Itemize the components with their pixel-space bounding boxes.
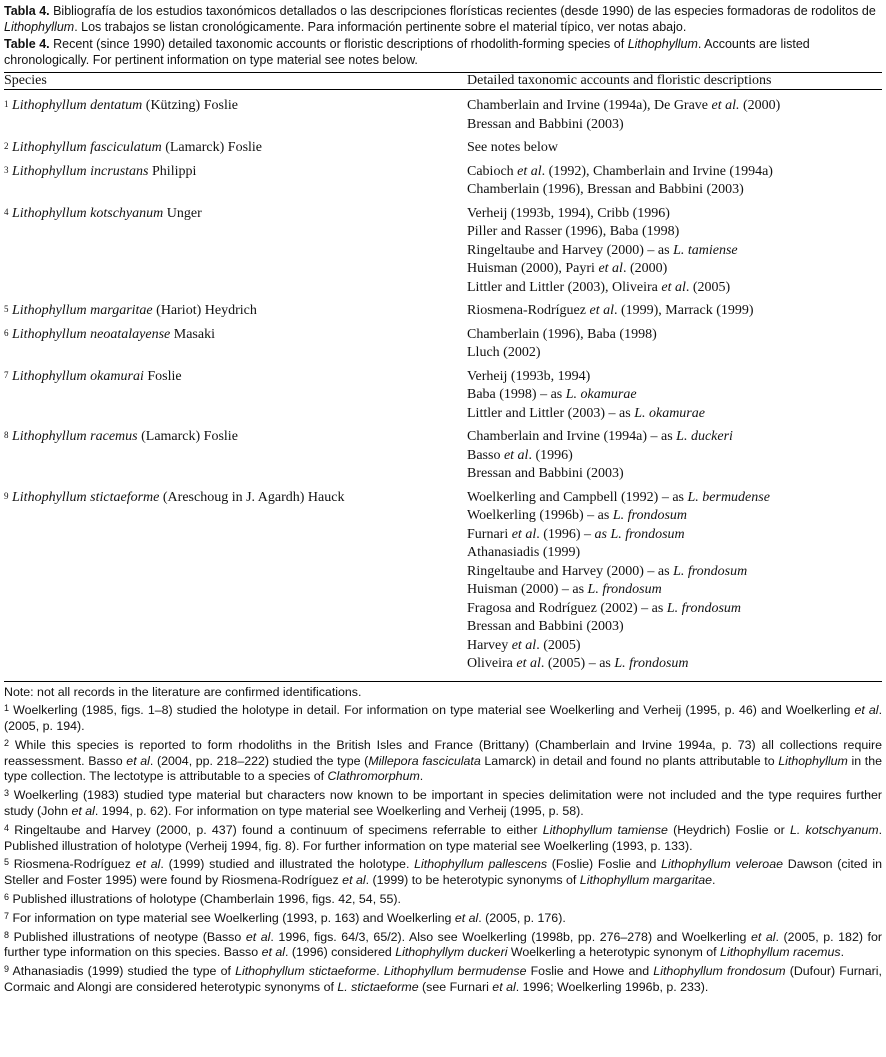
account-text: Chamberlain and Irvine (1994a) – as: [467, 429, 677, 444]
account-line: [467, 563, 882, 582]
account-italic: et al: [589, 303, 614, 318]
footnote-italic: et al: [342, 873, 366, 888]
footnote-text: Published illustrations of holotype (Chamberlain 1996, figs. 42, 54, 55).: [9, 892, 401, 907]
footnote-text: Foslie and Howe and: [526, 964, 654, 979]
species-note-number: 7: [4, 369, 9, 380]
footnote-text: . (2005, p. 182) for further type information on this species. Basso: [4, 929, 882, 960]
account-italic: et al: [661, 279, 686, 295]
species-cell: [4, 484, 467, 674]
account-italic: L. duckeri: [676, 429, 733, 444]
footnote-text: For information on type material see Woelkerling (1993, p. 163) and Woelkerling: [9, 910, 455, 925]
footnote-italic: Lithophyllum frondosum: [653, 964, 786, 979]
footnote-italic: L. stictaeforme: [337, 980, 419, 995]
account-line: [467, 465, 882, 484]
caption-en-genus: Lithophyllum: [627, 37, 698, 51]
footnote: [4, 703, 882, 735]
species-authority: Unger: [163, 205, 202, 221]
footnote-italic: et al: [492, 980, 516, 995]
species-note-number: 6: [4, 327, 9, 338]
account-line: [467, 507, 882, 526]
footnote-number: 3: [4, 788, 10, 799]
account-italic: L. frondosum: [612, 508, 688, 523]
accounts-cell: [467, 297, 882, 321]
footnote-italic: Lithophyllum racemus: [720, 945, 841, 960]
footnote-italic: et al: [71, 804, 95, 819]
header-accounts: Detailed taxonomic accounts and floristic descriptions: [467, 73, 882, 90]
account-text: Lluch (2002): [467, 345, 541, 360]
footnote-italic: Lithophyllum margaritae: [579, 873, 713, 888]
footnote-text: Woelkerling (1985, figs. 1–8) studied the holotype in detail. For information on type material see Woelkerling and Verheij (1995, p. 46) and Woelkerling: [9, 703, 855, 718]
species-cell: [4, 423, 467, 484]
accounts-cell: [467, 363, 882, 424]
species-cell: [4, 158, 467, 200]
table-row: [4, 200, 882, 298]
footnote-text: (Foslie) Foslie and: [547, 857, 662, 872]
footnote-italic: Lithophyllum veleroae: [661, 857, 783, 872]
footnote-number: 7: [4, 910, 10, 921]
account-line: [467, 326, 882, 345]
footnote-italic: et al: [245, 929, 271, 944]
account-italic: L. frondosum: [587, 582, 662, 597]
species-name: Lithophyllum neoatalayense: [12, 326, 171, 342]
account-line: [467, 544, 882, 563]
account-text: Ringeltaube and Harvey (2000) – as: [467, 563, 674, 579]
account-text: . (1996): [528, 447, 573, 463]
footnote-text: .: [419, 769, 424, 784]
caption-es-text-1: Bibliografía de los estudios taxonómicos detallados o las descripciones florísticas recientes (desde 1990) de las especies formadoras de rodolitos de: [49, 4, 876, 18]
footnote-italic: et al: [454, 910, 479, 925]
account-text: (2000): [739, 98, 781, 113]
species-authority: (Lamarck) Foslie: [161, 140, 263, 155]
species-authority: Philippi: [148, 163, 197, 179]
account-line: [467, 205, 882, 224]
account-line: [467, 386, 882, 405]
notes-intro: Note: not all records in the literature are confirmed identifications.: [4, 684, 362, 699]
caption-spanish: [4, 3, 882, 35]
footnote-number: 6: [4, 892, 10, 903]
account-text: Baba (1998) – as: [467, 387, 566, 402]
account-line: [467, 116, 882, 135]
account-line: [467, 489, 882, 508]
header-species: Species: [4, 73, 467, 90]
account-text: Chamberlain (1996), Baba (1998): [467, 326, 657, 342]
footnote-italic: Lithophyllum bermudense: [383, 964, 527, 979]
account-italic: L. bermudense: [687, 489, 770, 505]
account-line: [467, 526, 882, 545]
footnote-number: 4: [4, 822, 10, 833]
caption-es-label: Tabla 4.: [4, 4, 50, 18]
species-authority: Masaki: [170, 326, 215, 342]
account-line: [467, 223, 882, 242]
caption-en-text-1: Recent (since 1990) detailed taxonomic accounts or floristic descriptions of rhodolith-forming species of: [49, 37, 628, 51]
footnote-text: . 1996, figs. 64/3, 65/2). Also see Woelkerling (1998b, pp. 276–278) and Woelkerling: [270, 929, 751, 944]
account-text: Cabioch: [467, 163, 518, 179]
account-line: [467, 279, 882, 298]
footnote-text: in the type collection. The lectotype is attributable to a species of: [4, 753, 882, 784]
footnote-italic: Clathromorphum: [327, 769, 420, 784]
account-italic: L. frondosum: [673, 563, 748, 579]
account-text: . (2005): [536, 637, 581, 653]
account-italic: et al.: [711, 98, 740, 113]
footnote-text: . (2005, p. 176).: [478, 910, 566, 925]
footnote-text: . (1999) to be heterotypic synonyms of: [365, 873, 580, 888]
footnote-text: Dawson (cited in Steller and Foster 1995) were found by Riosmena-Rodríguez: [4, 857, 882, 888]
footnote-text: Ringeltaube and Harvey (2000, p. 437) found a continuum of specimens referrable to either: [9, 822, 543, 837]
species-name: Lithophyllum okamurai: [12, 368, 144, 384]
account-text: . (1996): [536, 526, 585, 542]
table-notes: [4, 681, 882, 996]
account-line: [467, 163, 882, 182]
account-text: Athanasiadis (1999): [467, 545, 581, 560]
account-text: Huisman (2000) – as: [467, 582, 588, 597]
account-text: Chamberlain (1996), Bressan and Babbini (2003): [467, 182, 744, 197]
species-authority: Foslie: [143, 368, 182, 384]
accounts-cell: [467, 158, 882, 200]
footnote-italic: et al: [750, 929, 776, 944]
footnote-text: . 1994, p. 62). For information on type material see Woelkerling and Verheij (1995, p. 58).: [94, 804, 584, 819]
account-italic: – as L. frondosum: [584, 526, 685, 542]
footnote-text: Athanasiadis (1999) studied the type of: [9, 964, 236, 979]
account-line: [467, 581, 882, 600]
account-text: See notes below: [467, 140, 558, 155]
species-authority: (Areschoug in J. Agardh) Hauck: [159, 489, 345, 505]
species-cell: [4, 363, 467, 424]
account-text: Chamberlain and Irvine (1994a), De Grave: [467, 98, 712, 113]
account-line: [467, 242, 882, 261]
account-text: Woelkerling and Campbell (1992) – as: [467, 489, 688, 505]
footnote-text: . (2005, p. 194).: [4, 703, 883, 734]
account-line: [467, 344, 882, 363]
footnote: [4, 823, 882, 855]
footnote-italic: Lithophyllum stictaeforme: [235, 964, 377, 979]
footnote: [4, 964, 882, 996]
footnote-text: Woelkerling a heterotypic synonym of: [507, 945, 721, 960]
accounts-cell: [467, 423, 882, 484]
footnote-italic: et al: [135, 857, 161, 872]
footnote: [4, 738, 882, 785]
species-name: Lithophyllum stictaeforme: [12, 489, 160, 505]
account-text: Verheij (1993b, 1994), Cribb (1996): [467, 205, 670, 221]
footnote: [4, 857, 882, 889]
account-text: Bressan and Babbini (2003): [467, 619, 624, 634]
footnote-text: .: [712, 873, 716, 888]
species-name: Lithophyllum kotschyanum: [12, 205, 164, 221]
account-text: . (1992), Chamberlain and Irvine (1994a): [541, 163, 773, 179]
footnote-italic: et al: [261, 945, 285, 960]
species-name: Lithophyllum margaritae: [12, 303, 153, 318]
account-italic: L. frondosum: [614, 656, 689, 671]
footnote-number: 8: [4, 929, 10, 940]
account-italic: et al: [503, 447, 529, 463]
species-name: Lithophyllum dentatum: [12, 98, 143, 113]
footnote-number: 9: [4, 964, 10, 975]
footnote-text: . (2004, pp. 218–222) studied the type (: [149, 753, 369, 768]
account-text: . (2005) – as: [540, 656, 615, 671]
account-text: Bressan and Babbini (2003): [467, 466, 624, 481]
caption-es-genus: Lithophyllum: [4, 20, 75, 34]
footnote: [4, 892, 882, 908]
footnote-text: (Heydrich) Foslie or: [667, 822, 790, 837]
species-name: Lithophyllum fasciculatum: [12, 140, 162, 155]
footnote-text: .: [376, 964, 384, 979]
account-text: Littler and Littler (2003) – as: [467, 405, 635, 421]
caption-es-text-2: . Los trabajos se listan cronológicamente. Para información pertinente sobre el material típico, ver notas abajo.: [74, 20, 687, 34]
species-cell: [4, 90, 467, 135]
footnote-text: Published illustrations of neotype (Basso: [9, 929, 246, 944]
account-italic: et al: [598, 261, 623, 276]
account-text: Huisman (2000), Payri: [467, 261, 599, 276]
footnote-italic: et al: [126, 753, 150, 768]
account-line: [467, 139, 882, 158]
species-authority: (Hariot) Heydrich: [152, 303, 257, 318]
account-text: Littler and Littler (2003), Oliveira: [467, 279, 662, 295]
species-note-number: 8: [4, 430, 9, 440]
account-text: Harvey: [467, 637, 512, 653]
species-authority: (Lamarck) Foslie: [137, 429, 238, 444]
table-row: [4, 363, 882, 424]
species-note-number: 9: [4, 490, 9, 501]
accounts-cell: [467, 484, 882, 674]
footnote-text: . Published illustration of holotype (Verheij 1994, fig. 8). For further information on type material see Woelkerling (1993, p. 133).: [4, 822, 883, 853]
species-authority: (Kützing) Foslie: [142, 98, 238, 113]
account-text: Fragosa and Rodríguez (2002) – as: [467, 600, 667, 616]
species-note-number: 5: [4, 304, 9, 314]
account-line: [467, 655, 882, 674]
account-line: [467, 302, 882, 321]
table-header-row: [4, 73, 882, 90]
table-body: [4, 90, 882, 674]
caption-en-label: Table 4.: [4, 37, 50, 51]
footnote-text: Woelkerling (1983) studied type material but characters now known to be important in species delimitation were not included and the type requires further study (John: [4, 788, 882, 819]
footnote-number: 1: [4, 703, 10, 714]
account-italic: L. frondosum: [666, 600, 742, 616]
species-cell: [4, 297, 467, 321]
account-line: [467, 447, 882, 466]
table-row: [4, 484, 882, 674]
account-italic: L. okamurae: [634, 405, 705, 421]
species-note-number: 1: [4, 99, 9, 109]
account-text: Oliveira: [467, 656, 517, 671]
account-italic: L. okamurae: [565, 387, 637, 402]
account-line: [467, 97, 882, 116]
footnote-text: . (1999) studied and illustrated the holotype.: [160, 857, 415, 872]
account-italic: et al: [517, 163, 542, 179]
footnote-number: 2: [4, 737, 10, 748]
account-text: Furnari: [467, 526, 512, 542]
footnote: [4, 911, 882, 927]
table-row: [4, 321, 882, 363]
species-name: Lithophyllum racemus: [12, 429, 138, 444]
account-text: Ringeltaube and Harvey (2000) – as: [467, 242, 674, 258]
account-italic: et al: [511, 637, 537, 653]
footnote-italic: Lithophyllum tamiense: [542, 822, 668, 837]
species-cell: [4, 134, 467, 158]
footnote-italic: Lithophyllum: [778, 753, 848, 768]
footnote: [4, 788, 882, 820]
table-row: [4, 90, 882, 135]
species-note-number: 4: [4, 206, 9, 217]
account-italic: et al: [511, 526, 537, 542]
table-figure: [4, 3, 882, 996]
account-text: Woelkerling (1996b) – as: [467, 508, 613, 523]
account-italic: L. tamiense: [673, 242, 738, 258]
account-line: [467, 405, 882, 424]
species-note-number: 2: [4, 141, 9, 151]
footnote-text: (Dufour) Furnari, Cormaic and Alongi are considered heterotypic synonyms of: [4, 964, 882, 995]
species-note-number: 3: [4, 164, 9, 175]
account-text: Riosmena-Rodríguez: [467, 303, 590, 318]
account-text: . (1999), Marrack (1999): [613, 303, 754, 318]
species-name: Lithophyllum incrustans: [12, 163, 149, 179]
species-cell: [4, 321, 467, 363]
table-row: [4, 423, 882, 484]
footnote-text: . 1996; Woelkerling 1996b, p. 233).: [515, 980, 709, 995]
footnote-italic: L. kotschyanum: [789, 822, 879, 837]
accounts-cell: [467, 134, 882, 158]
caption-en-text-2: . Accounts are listed chronologically. For pertinent information on type material see notes below.: [4, 37, 810, 67]
species-cell: [4, 200, 467, 298]
footnote: [4, 930, 882, 962]
account-text: . (2005): [685, 279, 731, 295]
footnote-text: Lamarck) in detail and found no plants attributable to: [480, 753, 779, 768]
footnote-text: .: [840, 945, 845, 960]
account-text: . (2000): [622, 261, 668, 276]
account-text: Piller and Rasser (1996), Baba (1998): [467, 224, 680, 239]
account-italic: et al: [516, 656, 541, 671]
footnote-italic: et al: [854, 703, 879, 718]
footnote-text: . (1996) considered: [285, 945, 396, 960]
account-text: Bressan and Babbini (2003): [467, 116, 624, 132]
footnote-text: (see Furnari: [418, 980, 493, 995]
caption-english: [4, 36, 882, 68]
account-text: Basso: [467, 447, 504, 463]
table-row: [4, 158, 882, 200]
footnote-text: Riosmena-Rodríguez: [9, 857, 136, 872]
account-line: [467, 600, 882, 619]
account-text: Verheij (1993b, 1994): [467, 368, 591, 384]
species-table: [4, 73, 882, 674]
table-row: [4, 134, 882, 158]
accounts-cell: [467, 200, 882, 298]
account-line: [467, 260, 882, 279]
footnote-number: 5: [4, 857, 10, 868]
account-line: [467, 618, 882, 637]
accounts-cell: [467, 321, 882, 363]
account-line: [467, 181, 882, 200]
footnote-italic: Lithophyllym duckeri: [395, 945, 508, 960]
footnote-text: While this species is reported to form rhodoliths in the British Isles and France (Brittany) (Chamberlain and Irvine 1994a, p. 73) all collections require reassessment. Basso: [4, 737, 882, 768]
footnote-italic: Lithophyllum pallescens: [414, 857, 548, 872]
footnote-italic: Millepora fasciculata: [368, 753, 481, 768]
accounts-cell: [467, 90, 882, 135]
account-line: [467, 637, 882, 656]
table-row: [4, 297, 882, 321]
account-line: [467, 368, 882, 387]
account-line: [467, 428, 882, 447]
